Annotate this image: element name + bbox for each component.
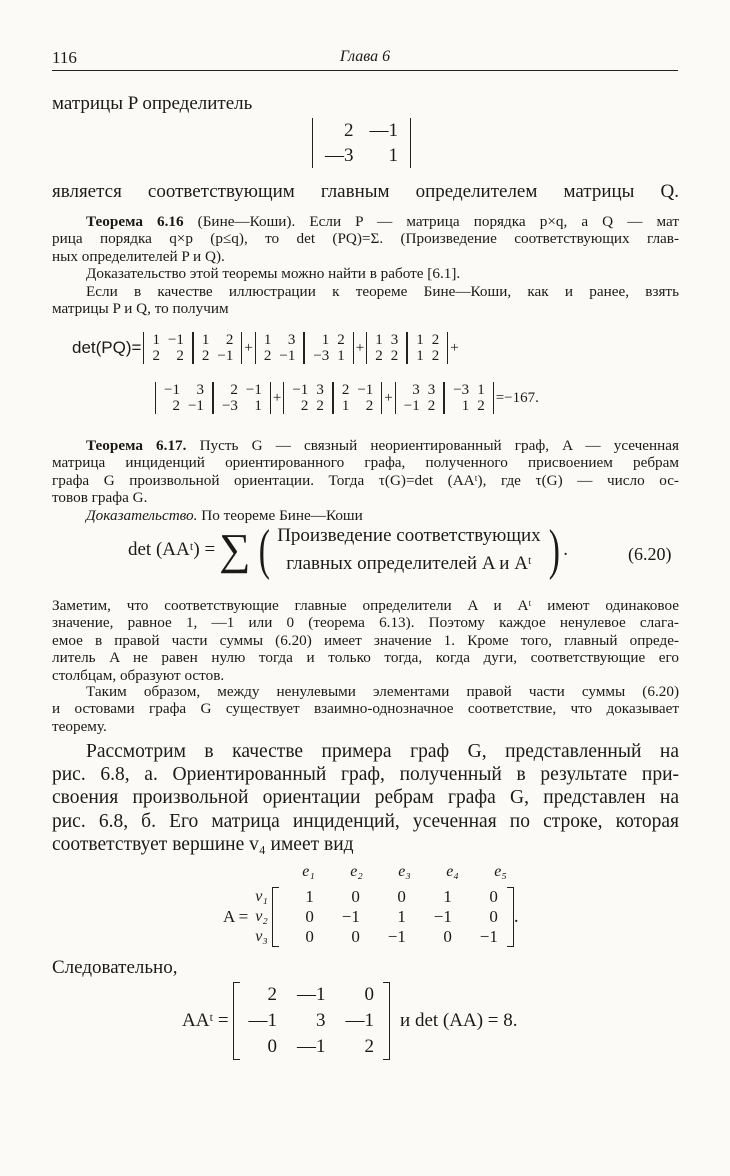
eq-bottom-text: главных определителей A и Aᵗ — [286, 553, 532, 574]
proof-line: Доказательство этой теоремы можно найти в работе [6.1]. — [86, 265, 461, 283]
theorem-6-16: Теорема 6.16 (Бине—Коши). Если P — матрица порядка p×q, а Q — мат рица порядка q×p (p≤q), то det (PQ)=Σ. (Произведение соответствующих глав- ных определителей P и Q). Доказательство этой теоремы можно найти в работе [6.1]. Если в качестве иллюстрации к теореме Бине—Коши, как и ранее, взять матрицы P и Q, то получим — [52, 213, 679, 318]
text-line: емое в правой части суммы (6.20) имеет значение 1. Кроме того, главный опреде- — [52, 631, 679, 649]
matrix-cell: 2 — [390, 348, 399, 364]
matrix-cell: −1 — [357, 382, 374, 398]
matrix-cell: —1 — [345, 1010, 375, 1031]
equation-number: (6.20) — [628, 544, 672, 564]
matrix-cell: 0 — [489, 907, 498, 926]
det-result: и det (AA) = 8. — [400, 1010, 518, 1031]
determinant — [213, 382, 271, 414]
matrix-cell: −1 — [279, 348, 296, 364]
text-line: теорему. — [52, 717, 107, 735]
text-line: значение, равное 1, —1 или 0 (теорема 6.13). Поэтому каждое ненулевое слага- — [52, 614, 679, 632]
matrix-cell: 3 — [390, 332, 399, 348]
matrix-cell: 0 — [351, 887, 360, 906]
matrix-cell: 2 — [201, 348, 210, 364]
theorem-6-17: Теорема 6.17. Пусть G — связный неориентированный граф, A — усеченная матрица инциденций ориентированного графа, полученного присвоением ребрам графа G произвольной ориентации. Тогда τ(G)=det (AAᵗ), где τ(G) — число ос- товов графа G. Доказательство. По теореме Бине—Коши — [52, 437, 679, 524]
matrix-cell: 1 — [477, 382, 485, 398]
matrix-cell: 2 — [364, 1036, 375, 1057]
determinant — [444, 382, 493, 414]
eq-top-text: Произведение соответствующих — [277, 525, 541, 546]
column-label: e₅ — [494, 863, 507, 880]
matrix-cell: 2 — [225, 332, 234, 348]
matrix-cell: 0 — [351, 927, 360, 946]
matrix-cell: −1 — [167, 332, 184, 348]
matrix-cell: 1 — [254, 398, 262, 414]
theorem-label: Теорема 6.17. — [86, 437, 187, 454]
matrix-cell: —1 — [248, 1010, 278, 1031]
matrix-cell: 2 — [230, 382, 238, 398]
determinant — [407, 332, 448, 364]
paren-right: ) — [548, 519, 560, 581]
paragraph-remark — [52, 597, 679, 684]
matrix-cell: −3 — [313, 348, 330, 364]
matrix-cell: 1 — [152, 332, 160, 348]
plus-sign: + — [450, 339, 459, 356]
eq-lhs: det (AAᵗ) = — [128, 539, 216, 560]
matrix-cell: 1 — [416, 332, 424, 348]
formula-lhs: det(PQ)= — [72, 338, 142, 357]
matrix-cell: —1 — [297, 1036, 326, 1057]
text-line: рис. 6.8, б. Его матрица инциденций, усеченная по строке, которая — [52, 810, 679, 832]
text-line: рис. 6.8, а. Ориентированный граф, полученный в результате при- — [52, 764, 679, 786]
matrix-cell: 2 — [300, 398, 309, 414]
matrix-cell: 2 — [365, 398, 374, 414]
matrix-cell: 1 — [263, 332, 272, 348]
proof-label: Доказательство. — [86, 506, 198, 524]
matrix-cell: 1 — [443, 887, 452, 906]
matrix-cell: 1 — [397, 907, 406, 926]
product-matrix — [182, 982, 518, 1060]
matrix-cell: 3 — [412, 382, 420, 398]
text-line: и остовами графа G существует взаимно-однозначное соответствие, что доказывает — [52, 700, 679, 718]
paren-left: ( — [258, 519, 270, 581]
text-consequently: Следовательно, — [52, 957, 178, 978]
matrix-cell: −1 — [164, 382, 180, 398]
matrix-cell: −1 — [433, 907, 452, 926]
row-label: v₃ — [255, 928, 268, 945]
text-line: своения произвольной ориентации ребрам графа G, представлен на — [52, 787, 679, 809]
determinant — [333, 382, 382, 414]
text-line: столбцам, образуют остов. — [52, 666, 225, 684]
matrix-cell: 3 — [316, 382, 324, 398]
determinant — [193, 332, 242, 364]
text-line: Таким образом, между ненулевыми элементами правой части суммы (6.20) — [86, 683, 679, 700]
determinant — [155, 382, 213, 414]
matrix-cell: 1 — [341, 398, 350, 414]
matrix-cell: 0 — [364, 984, 375, 1005]
matrix-cell: 2 — [152, 348, 160, 364]
matrix-cell: 0 — [305, 927, 314, 946]
matrix-cell: 2 — [344, 120, 354, 141]
matrix-cell: −1 — [187, 398, 204, 414]
paragraph-example — [52, 740, 679, 856]
theorem-label: Теорема 6.16 — [86, 213, 184, 230]
formula-row-1 — [70, 332, 461, 364]
determinant-P — [312, 118, 411, 168]
matrix-cell: —1 — [297, 984, 326, 1005]
text-line: Рассмотрим в качестве примера граф G, представленный на — [86, 741, 679, 762]
matrix-A-label: A = — [223, 907, 249, 926]
matrix-cell: 0 — [305, 907, 314, 926]
incidence-matrix: e₁ e₂ e₃ e₄ e₅ A = v₁ v₂ v₃ 1 0 0 1 0 0 −1 1 −1 0 0 0 −1 0 −1 . — [223, 863, 519, 946]
text-line: литель A не равен нулю тогда и только тогда, когда дуги, соответствующие его — [52, 649, 679, 667]
matrix-cell: 2 — [263, 348, 272, 364]
plus-sign: + — [355, 339, 365, 356]
text-line: соответствует вершине v₄ имеет вид — [52, 833, 354, 855]
plus-sign: + — [384, 389, 393, 406]
matrix-cell: 3 — [196, 382, 204, 398]
text-line: матрицы P определитель — [52, 93, 253, 114]
matrix-cell: −1 — [341, 907, 360, 926]
matrix-cell: 0 — [443, 927, 452, 946]
formula-result: =−167. — [495, 389, 539, 406]
matrix-cell: −1 — [217, 348, 234, 364]
sum-symbol: ∑ — [219, 525, 251, 574]
matrix-cell: 0 — [489, 887, 498, 906]
matrix-cell: −1 — [479, 927, 498, 946]
matrix-cell: −3 — [221, 398, 238, 414]
matrix-cell: 0 — [397, 887, 406, 906]
column-label: e₃ — [398, 863, 411, 880]
matrix-cell: −1 — [387, 927, 406, 946]
text-line: является соответствующим главным определителем матрицы Q. — [52, 181, 679, 202]
matrix-cell: 2 — [427, 398, 436, 414]
row-label: v₂ — [255, 908, 268, 925]
matrix-cell: 2 — [375, 348, 383, 364]
matrix-cell: 2 — [431, 348, 440, 364]
matrix-cell: 3 — [316, 1010, 326, 1031]
matrix-cell: 1 — [201, 332, 210, 348]
matrix-cell: 1 — [375, 332, 383, 348]
determinant — [395, 382, 444, 414]
column-label: e₂ — [350, 863, 363, 880]
matrix-cell: 2 — [337, 332, 345, 348]
matrix-cell: 1 — [416, 348, 424, 364]
paragraph-conclusion — [52, 683, 679, 735]
formula-row-2 — [155, 382, 541, 414]
matrix-cell: 1 — [305, 887, 314, 906]
determinant — [304, 332, 353, 364]
text-line: Заметим, что соответствующие главные определители A и Aᵗ имеют одинаковое — [52, 597, 679, 614]
matrix-cell: 1 — [321, 332, 330, 348]
matrix-cell: −3 — [453, 382, 470, 398]
matrix-cell: 2 — [477, 398, 485, 414]
matrix-cell: 2 — [176, 348, 184, 364]
matrix-cell: 2 — [267, 984, 278, 1005]
matrix-cell: 2 — [316, 398, 324, 414]
chapter-title: Глава 6 — [339, 48, 391, 65]
determinant — [283, 382, 332, 414]
page-number: 116 — [52, 48, 77, 67]
matrix-AAt-label: AAᵗ = — [182, 1010, 229, 1031]
determinant — [143, 332, 192, 364]
matrix-cell: −1 — [245, 382, 262, 398]
matrix-cell: −1 — [292, 382, 309, 398]
matrix-cell: —1 — [369, 120, 398, 141]
matrix-cell: 3 — [287, 332, 296, 348]
equation-6-20: det (AAᵗ) = ∑ ( Произведение соответствующих главных определителей A и Aᵗ ) . — [128, 519, 569, 581]
matrix-cell: −1 — [403, 398, 420, 414]
column-label: e₁ — [302, 863, 315, 880]
matrix-cell: 1 — [461, 398, 470, 414]
matrix-cell: 0 — [267, 1036, 278, 1057]
matrix-cell: 2 — [341, 382, 350, 398]
matrix-cell: 2 — [172, 398, 180, 414]
matrix-cell: 1 — [388, 145, 398, 166]
matrix-cell: 3 — [427, 382, 436, 398]
plus-sign: + — [272, 389, 282, 406]
matrix-cell: 2 — [431, 332, 440, 348]
determinant — [255, 332, 304, 364]
determinant — [366, 332, 407, 364]
matrix-cell: 1 — [337, 348, 345, 364]
row-label: v₁ — [255, 888, 268, 905]
column-label: e₄ — [446, 863, 459, 880]
plus-sign: + — [244, 339, 253, 356]
matrix-cell: —3 — [325, 145, 354, 166]
page-header — [52, 48, 678, 71]
